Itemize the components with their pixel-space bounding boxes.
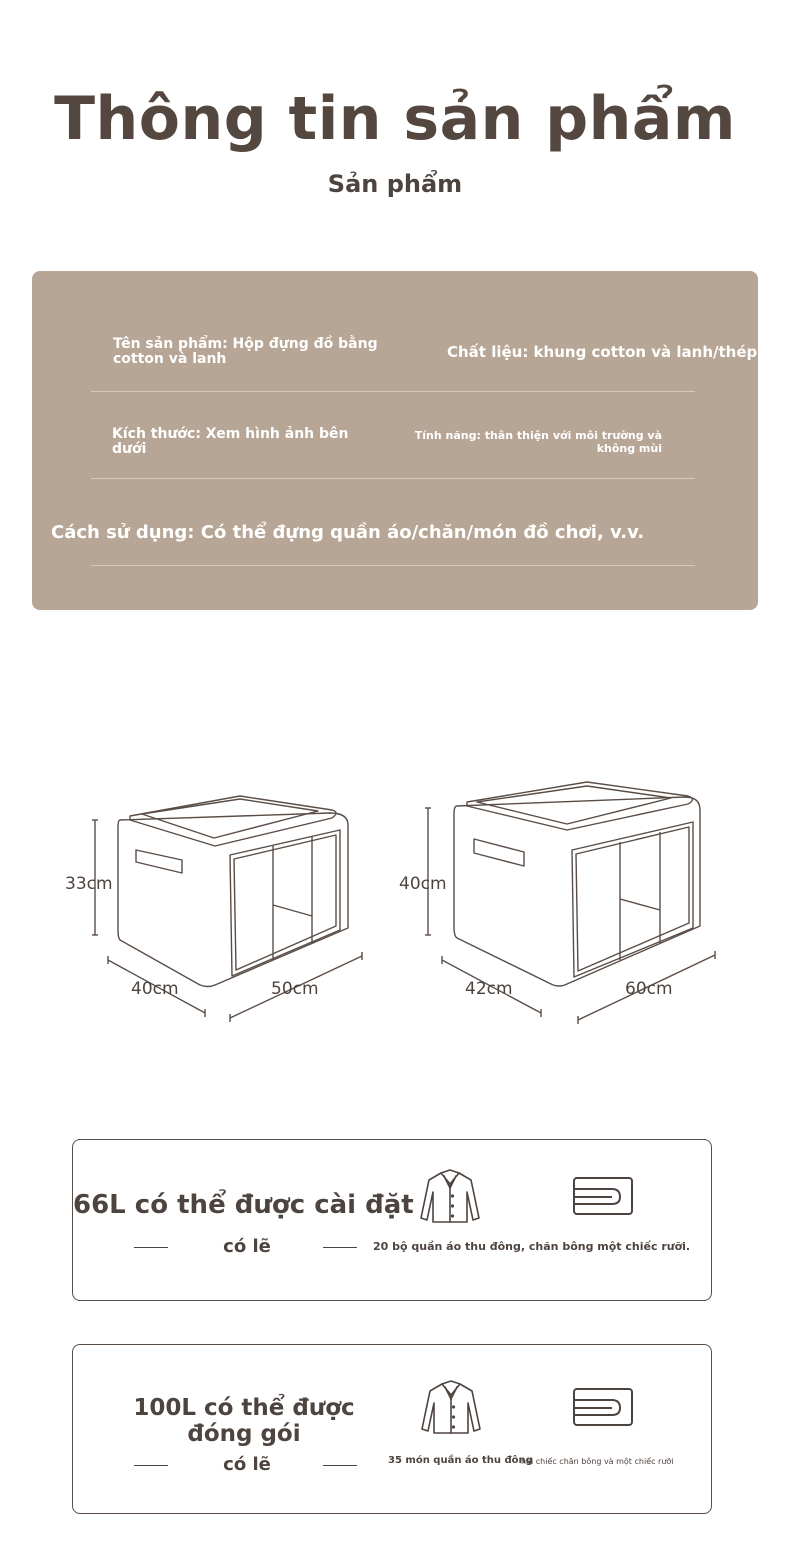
info-usage: Cách sử dụng: Có thể đựng quần áo/chăn/món đồ chơi, v.v.: [51, 522, 645, 543]
capacity-card-100l: [72, 1344, 712, 1514]
capacity-card-66l-line-left: [134, 1247, 168, 1248]
jacket-icon: [420, 1379, 482, 1435]
box-large-depth-label: 42cm: [465, 979, 513, 999]
info-product-name: Tên sản phẩm: Hộp đựng đồ bằng cotton và lanh: [113, 336, 378, 367]
info-material: Chất liệu: khung cotton và lanh/thép: [447, 343, 758, 361]
capacity-card-66l-note: 20 bộ quần áo thu đông, chăn bông một chiếc rưỡi.: [373, 1240, 691, 1253]
info-divider-1: [91, 391, 695, 392]
box-small-width-label: 50cm: [271, 979, 319, 999]
storage-box-large-illustration: [395, 780, 790, 1030]
box-small-height-label: 33cm: [65, 874, 113, 894]
product-info-panel: [32, 271, 758, 610]
capacity-card-100l-sub: có lẽ: [223, 1454, 271, 1475]
capacity-card-66l-line-right: [323, 1247, 357, 1248]
capacity-card-66l: [72, 1139, 712, 1301]
capacity-card-66l-sub: có lẽ: [223, 1236, 271, 1257]
box-small-depth-label: 40cm: [131, 979, 179, 999]
info-divider-2: [91, 478, 695, 479]
capacity-card-100l-line-left: [134, 1465, 168, 1466]
info-feature: Tính năng: thân thiện với môi trường và không mùi: [414, 429, 662, 455]
capacity-card-100l-line-right: [323, 1465, 357, 1466]
page-subtitle: Sản phẩm: [327, 170, 463, 198]
storage-box-large: [395, 780, 790, 1030]
info-size: Kích thước: Xem hình ảnh bên dưới: [112, 426, 349, 457]
capacity-card-100l-note-quilt: hai chiếc chăn bông và một chiếc rưỡi: [521, 1457, 674, 1466]
storage-box-small-illustration: [0, 780, 395, 1030]
storage-box-small: [0, 780, 395, 1030]
folded-quilt-icon: [572, 1176, 636, 1218]
jacket-icon: [419, 1168, 481, 1224]
box-large-height-label: 40cm: [399, 874, 447, 894]
page-title: Thông tin sản phẩm: [54, 84, 736, 154]
box-large-width-label: 60cm: [625, 979, 673, 999]
capacity-card-100l-title: 100L có thể được đóng gói: [133, 1395, 355, 1447]
capacity-card-100l-note-clothes: 35 món quần áo thu đông: [388, 1455, 533, 1466]
info-divider-3: [91, 565, 695, 566]
capacity-card-66l-title: 66L có thể được cài đặt: [73, 1190, 414, 1220]
folded-quilt-icon: [572, 1387, 636, 1429]
